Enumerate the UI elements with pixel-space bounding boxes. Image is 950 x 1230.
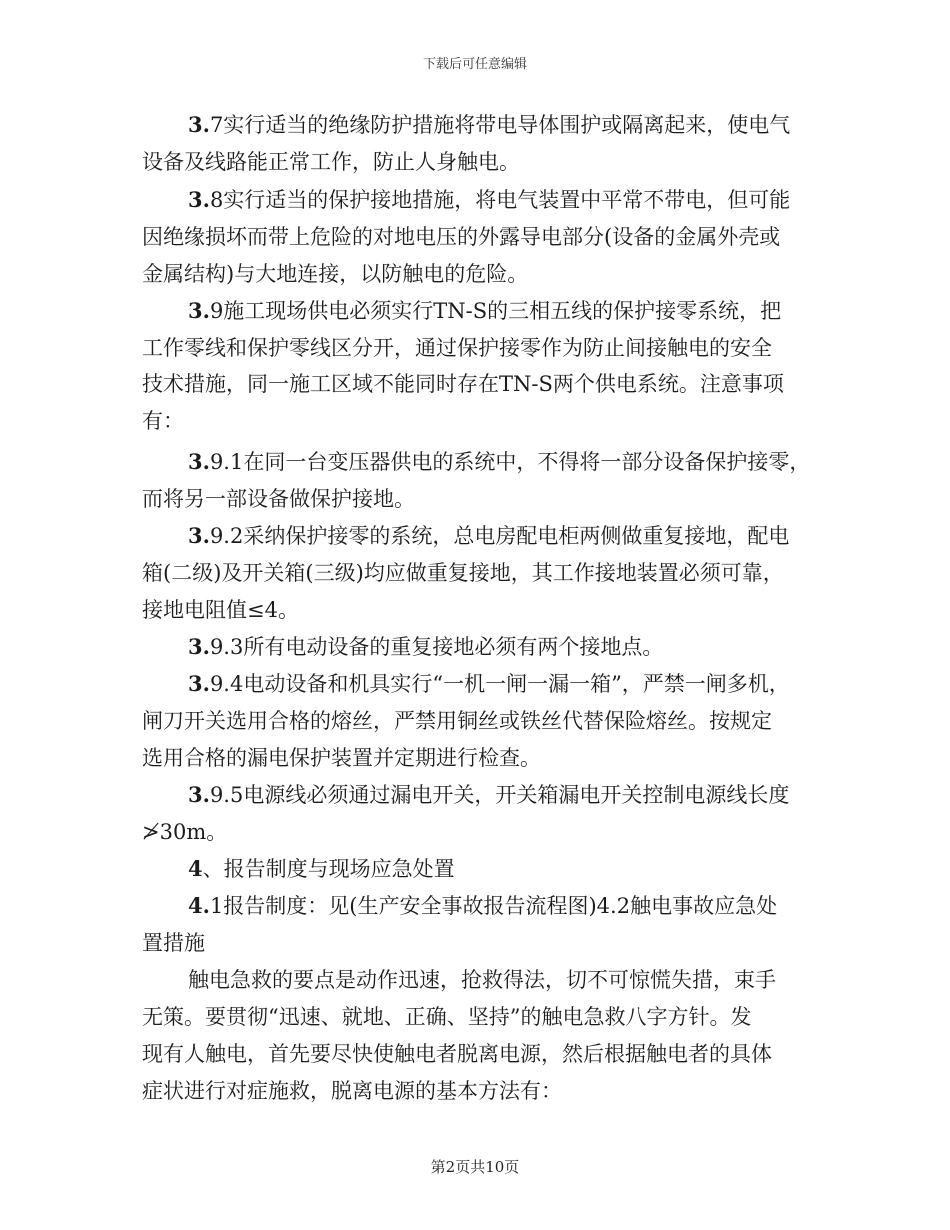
section-number: 3. — [188, 187, 210, 212]
text-line — [142, 1004, 751, 1030]
text-line — [188, 782, 789, 808]
line-text: 现有人触电，首先要尽快使触电者脱离电源，然后根据触电者的具体 — [142, 1042, 772, 1066]
section-number: 3. — [188, 634, 210, 659]
section-number: 3. — [188, 523, 210, 548]
line-text: 触电急救的要点是动作迅速，抢救得法，切不可惊慌失措，束手 — [188, 968, 776, 992]
line-text: 接地电阻值≤4。 — [142, 598, 299, 622]
section-number: 3. — [188, 112, 210, 137]
line-text: 8实行适当的保护接地措施，将电气装置中平常不带电，但可能 — [209, 188, 791, 212]
section-number: 4. — [188, 893, 210, 918]
line-text: 9.3所有电动设备的重复接地必须有两个接地点。 — [209, 635, 664, 659]
text-line — [142, 930, 205, 956]
text-line — [142, 335, 772, 361]
section-number: 4 — [188, 856, 203, 881]
line-text: 工作零线和保护零线区分开，通过保护接零作为防止间接触电的安全 — [142, 336, 772, 360]
line-text: 1报告制度：见(生产安全事故报告流程图)4.2触电事故应急处 — [209, 894, 778, 918]
text-line — [188, 298, 781, 324]
text-line — [188, 523, 789, 549]
line-text: 无策。要贯彻“迅速、就地、正确、坚持”的触电急救八字方针。发 — [142, 1005, 752, 1029]
section-number: 3. — [188, 782, 210, 807]
line-text: 、报告制度与现场应急处置 — [202, 857, 455, 881]
line-text: 技术措施，同一施工区域不能同时存在TN-S两个供电系统。注意事项 — [142, 372, 784, 396]
text-line — [142, 1078, 562, 1104]
text-line — [142, 371, 784, 397]
section-number: 3. — [188, 298, 210, 323]
text-line — [142, 708, 772, 734]
line-text: 9.5电源线必须通过漏电开关，开关箱漏电开关控制电源线长度 — [209, 783, 790, 807]
text-line — [188, 893, 777, 919]
line-text: 症状进行对症施救，脱离电源的基本方法有： — [142, 1079, 562, 1103]
page-header: 下载后可任意编辑 — [422, 57, 527, 72]
text-line — [188, 856, 455, 882]
text-line — [142, 149, 520, 175]
line-text: 9.1在同一台变压器供电的系统中，不得将一部分设备保护接零， — [209, 450, 811, 474]
line-text: 9.2采纳保护接零的系统，总电房配电柜两侧做重复接地，配电 — [209, 524, 790, 548]
line-text: 9.4电动设备和机具实行“一机一闸一漏一箱”，严禁一闸多机， — [209, 672, 790, 696]
text-line — [142, 597, 299, 623]
line-text: 闸刀开关选用合格的熔丝，严禁用铜丝或铁丝代替保险熔丝。按规定 — [142, 709, 772, 733]
text-line — [142, 408, 184, 434]
line-text: 置措施 — [142, 931, 205, 955]
line-text: 而将另一部设备做保护接地。 — [142, 487, 415, 511]
text-line — [142, 261, 528, 287]
line-text: 有： — [142, 409, 184, 433]
text-line — [188, 967, 776, 993]
line-text: 7实行适当的绝缘防护措施将带电导体围护或隔离起来，使电气 — [209, 113, 791, 137]
text-line — [188, 449, 810, 475]
line-text: 选用合格的漏电保护装置并定期进行检查。 — [142, 746, 541, 770]
text-line — [188, 671, 790, 697]
text-line — [188, 112, 790, 138]
line-text: ≯30m。 — [142, 820, 228, 844]
text-line — [142, 560, 784, 586]
text-line — [142, 1041, 772, 1067]
line-text: 因绝缘损坏而带上危险的对地电压的外露导电部分(设备的金属外壳或 — [142, 225, 781, 249]
line-text: 金属结构)与大地连接，以防触电的危险。 — [142, 262, 529, 286]
text-line — [142, 819, 227, 845]
text-line — [142, 745, 541, 771]
line-text: 9施工现场供电必须实行TN-S的三相五线的保护接零系统，把 — [209, 299, 782, 323]
text-line — [188, 187, 790, 213]
text-line — [142, 486, 415, 512]
page-footer: 第2页共10页 — [430, 1158, 520, 1176]
line-text: 设备及线路能正常工作，防止人身触电。 — [142, 150, 520, 174]
text-line — [142, 224, 780, 250]
section-number: 3. — [188, 671, 210, 696]
section-number: 3. — [188, 449, 210, 474]
text-line — [188, 634, 663, 660]
line-text: 箱(二级)及开关箱(三级)均应做重复接地，其工作接地装置必须可靠， — [142, 561, 784, 585]
